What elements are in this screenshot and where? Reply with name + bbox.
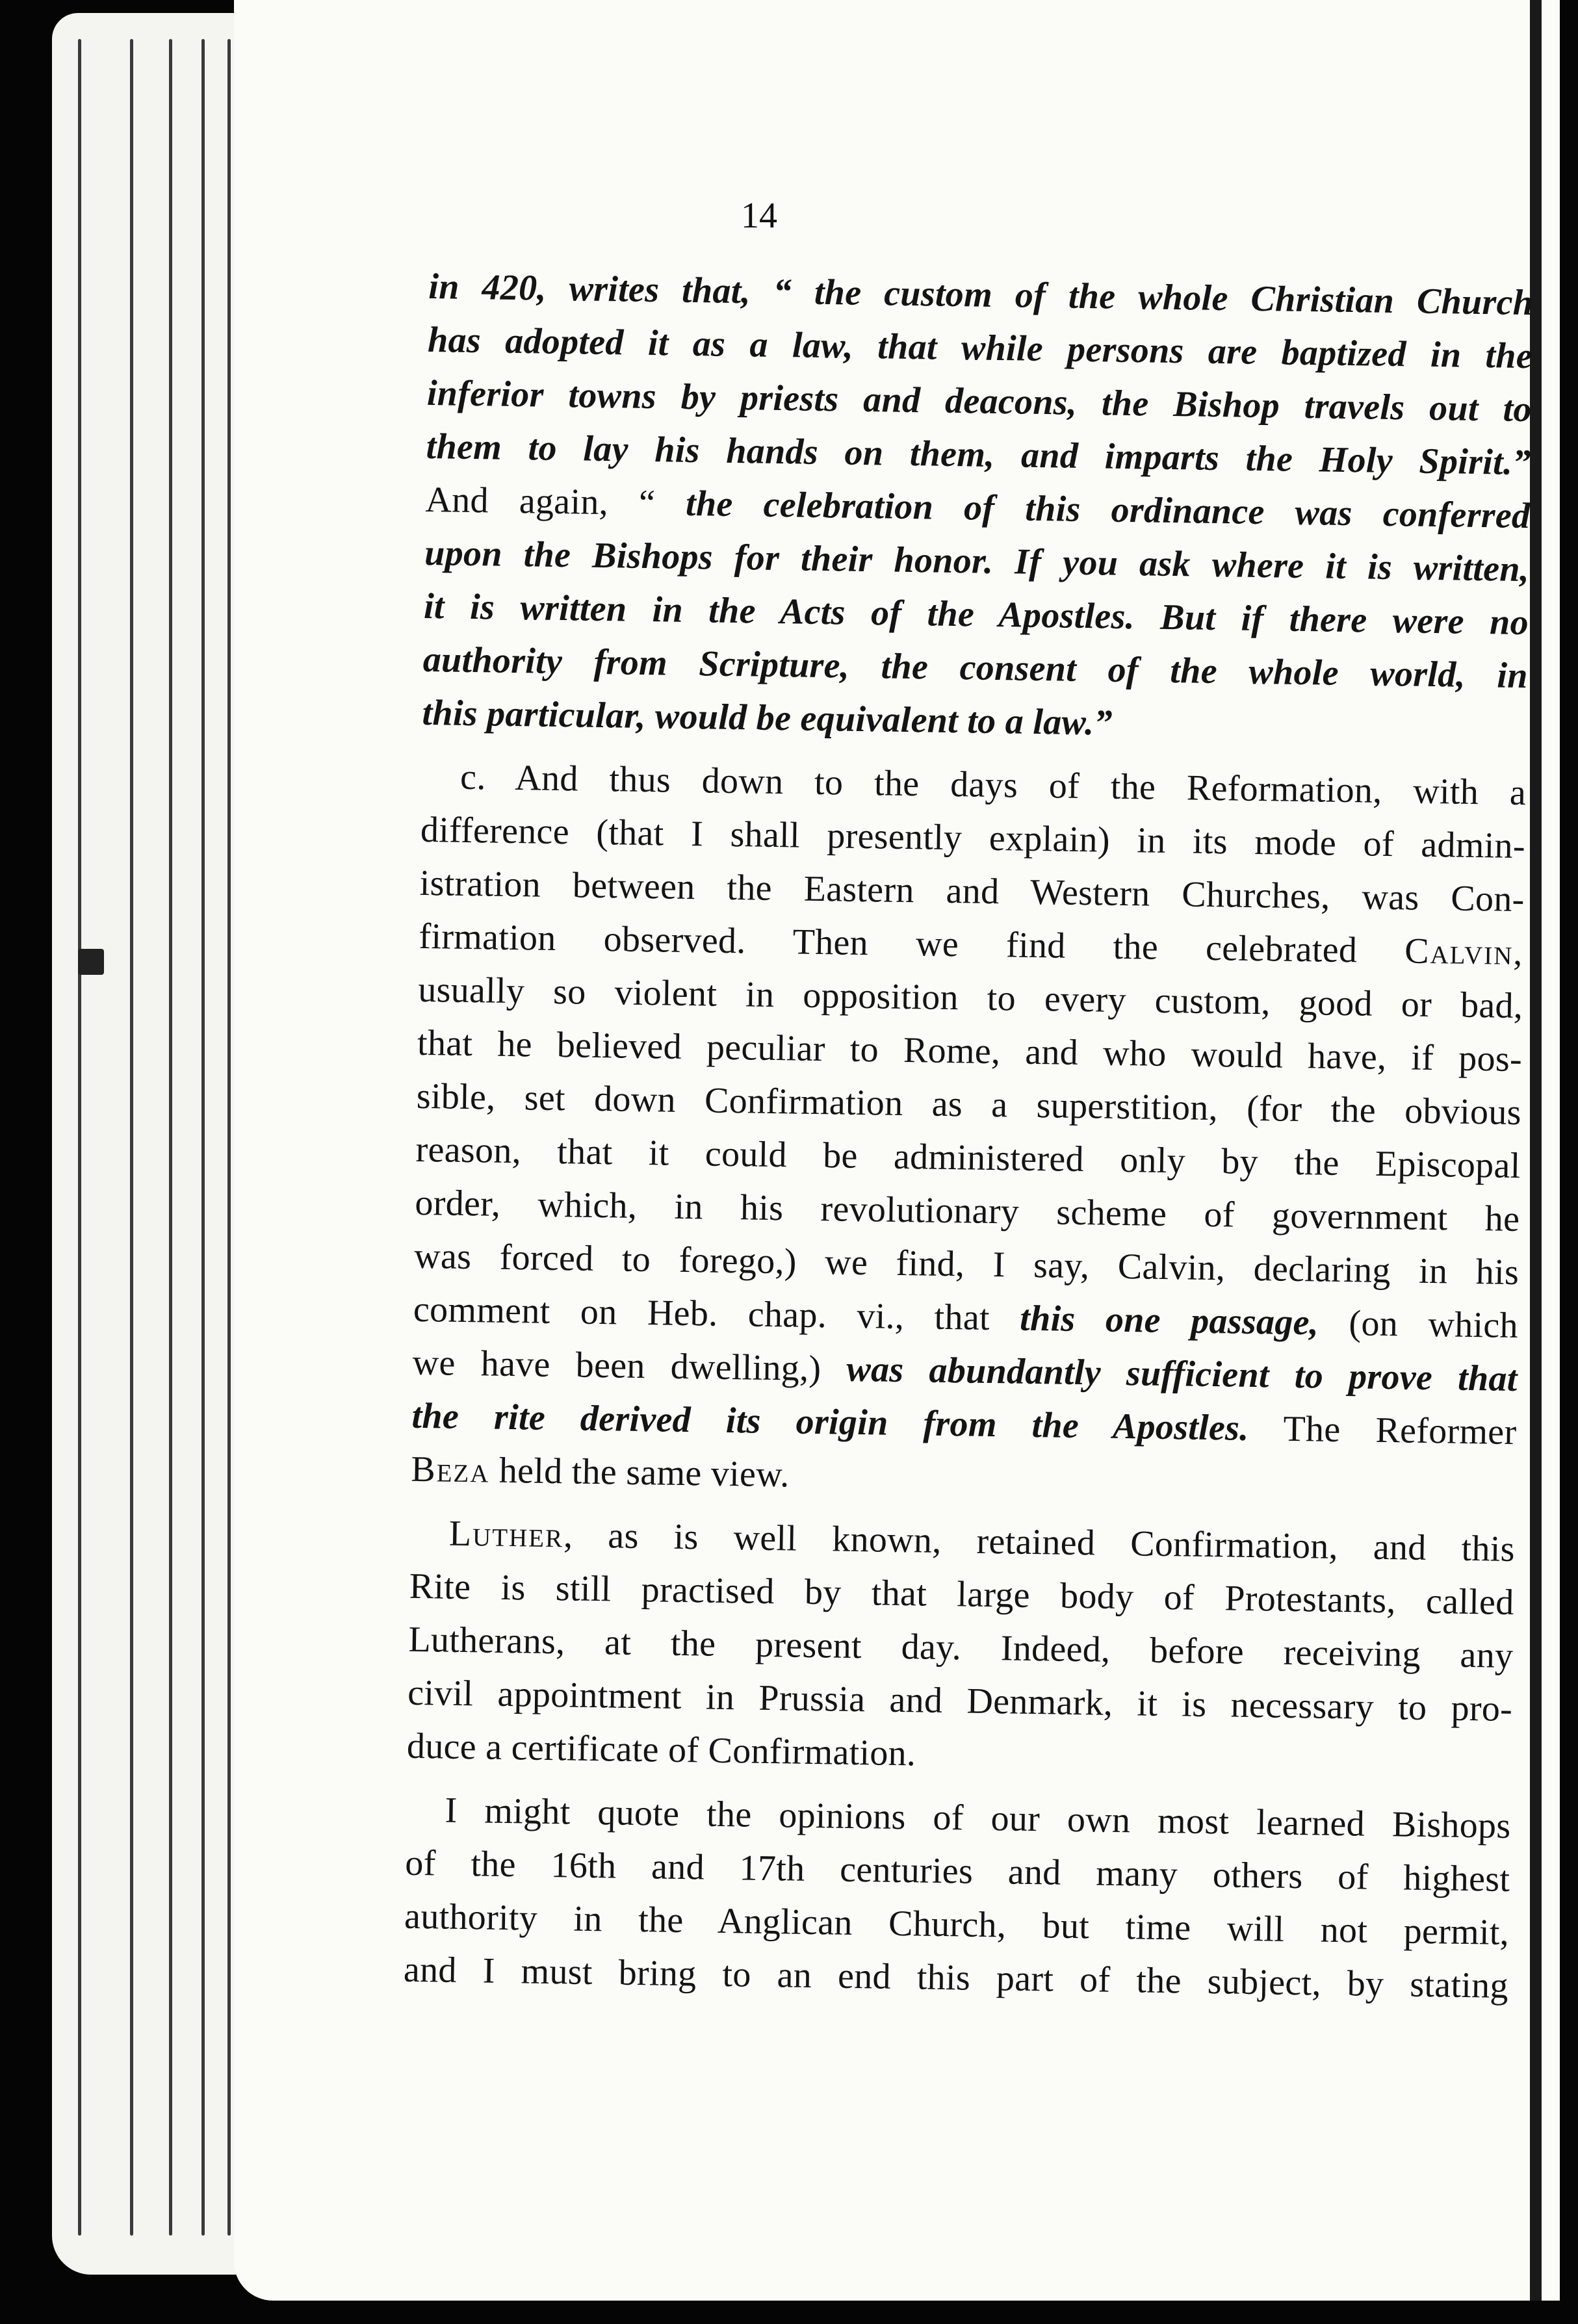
page-number: 14 <box>741 196 777 236</box>
text-run: Rite is still practised by that large body of Protestants, called <box>409 1566 1514 1623</box>
text-run: was forced to forego,) we find, I say, Calvin, declaring in his <box>413 1235 1520 1293</box>
text-run: duce a certificate of Confirmation. <box>406 1725 916 1774</box>
text-run: authority in the Anglican Church, but time will not permit, <box>404 1896 1510 1953</box>
text-run: I might quote the opinions of our own most learned Bishops <box>445 1790 1511 1846</box>
text-run: in 420, writes that, “ <box>428 266 815 313</box>
page-edge-line <box>201 39 205 2236</box>
italic-run: this one passage, <box>1019 1298 1319 1343</box>
body-text <box>403 260 1533 2013</box>
text-run: and I must bring to an end this part of the subject, by stating <box>403 1949 1509 2006</box>
text-run: Lutherans, at the present day. Indeed, before receiving any <box>408 1619 1514 1676</box>
italic-run: authority from Scripture, the consent of the whole world, in <box>422 639 1529 697</box>
text-run: (on which <box>1318 1302 1519 1347</box>
small-caps-name: Beza <box>410 1449 491 1491</box>
text-run: The Reformer <box>1248 1408 1517 1453</box>
italic-run: upon the Bishops for their honor. If you ask where it is written, <box>424 532 1530 590</box>
text-run: , as is well known, retained Confirmation, and this <box>563 1515 1516 1569</box>
text-run: sible, set down Confirmation as a superstition, (for the obvious <box>416 1076 1522 1133</box>
page-edge-line <box>78 39 81 2236</box>
text-run: firmation observed. Then we find the celebrated <box>419 916 1405 972</box>
text-run: c. And thus down to the days of the Reformation, with a <box>459 756 1527 814</box>
italic-run: was abundantly sufficient to prove that <box>846 1349 1518 1400</box>
italic-run: them to lay his hands on them, and imparts the Holy Spirit.” <box>426 426 1532 484</box>
text-run: we have been dwelling,) <box>412 1342 847 1389</box>
italic-run: the celebration of this ordinance was conferred <box>685 483 1531 537</box>
text-run: comment on Heb. chap. vi., that <box>413 1289 1020 1339</box>
text-run: istration between the Eastern and Western Churches, was Con- <box>419 862 1525 920</box>
italic-run: this particular, would be equivalent to a law.” <box>422 692 1113 743</box>
page-clip-mark <box>78 949 104 975</box>
text-run: of the 16th and 17th centuries and many others of highest <box>404 1842 1510 1900</box>
text-run: difference (that I shall presently explain) in its mode of admin- <box>420 809 1526 867</box>
italic-run: it is written in the Acts of the Apostles. But if there were no <box>423 586 1529 643</box>
italic-run: has adopted it as a law, that while persons are baptized in the <box>427 319 1533 377</box>
italic-run: the custom of the whole Christian Church <box>814 272 1534 324</box>
text-run: civil appointment in Prussia and Denmark, it is necessary to pro- <box>407 1672 1513 1729</box>
text-run: order, which, in his revolutionary scheme of government he <box>415 1182 1520 1240</box>
text-run: usually so violent in opposition to every custom, good or bad, <box>417 969 1523 1027</box>
page-edge-line <box>130 39 133 2236</box>
text-run: that he believed peculiar to Rome, and who would have, if pos- <box>417 1022 1523 1080</box>
italic-run: inferior towns by priests and deacons, the Bishop travels out to <box>426 372 1533 430</box>
small-caps-name: Calvin, <box>1404 931 1524 974</box>
book-page-edges <box>52 13 260 2275</box>
small-caps-name: Luther <box>448 1513 564 1556</box>
text-run: reason, that it could be administered only by the Episcopal <box>415 1129 1521 1187</box>
italic-run: the rite derived its origin from the Apostles. <box>411 1395 1250 1449</box>
text-run: held the same view. <box>489 1450 790 1495</box>
page-edge-line <box>169 39 172 2236</box>
page-edge-line <box>227 39 231 2236</box>
text-run: And again, “ <box>425 479 686 524</box>
